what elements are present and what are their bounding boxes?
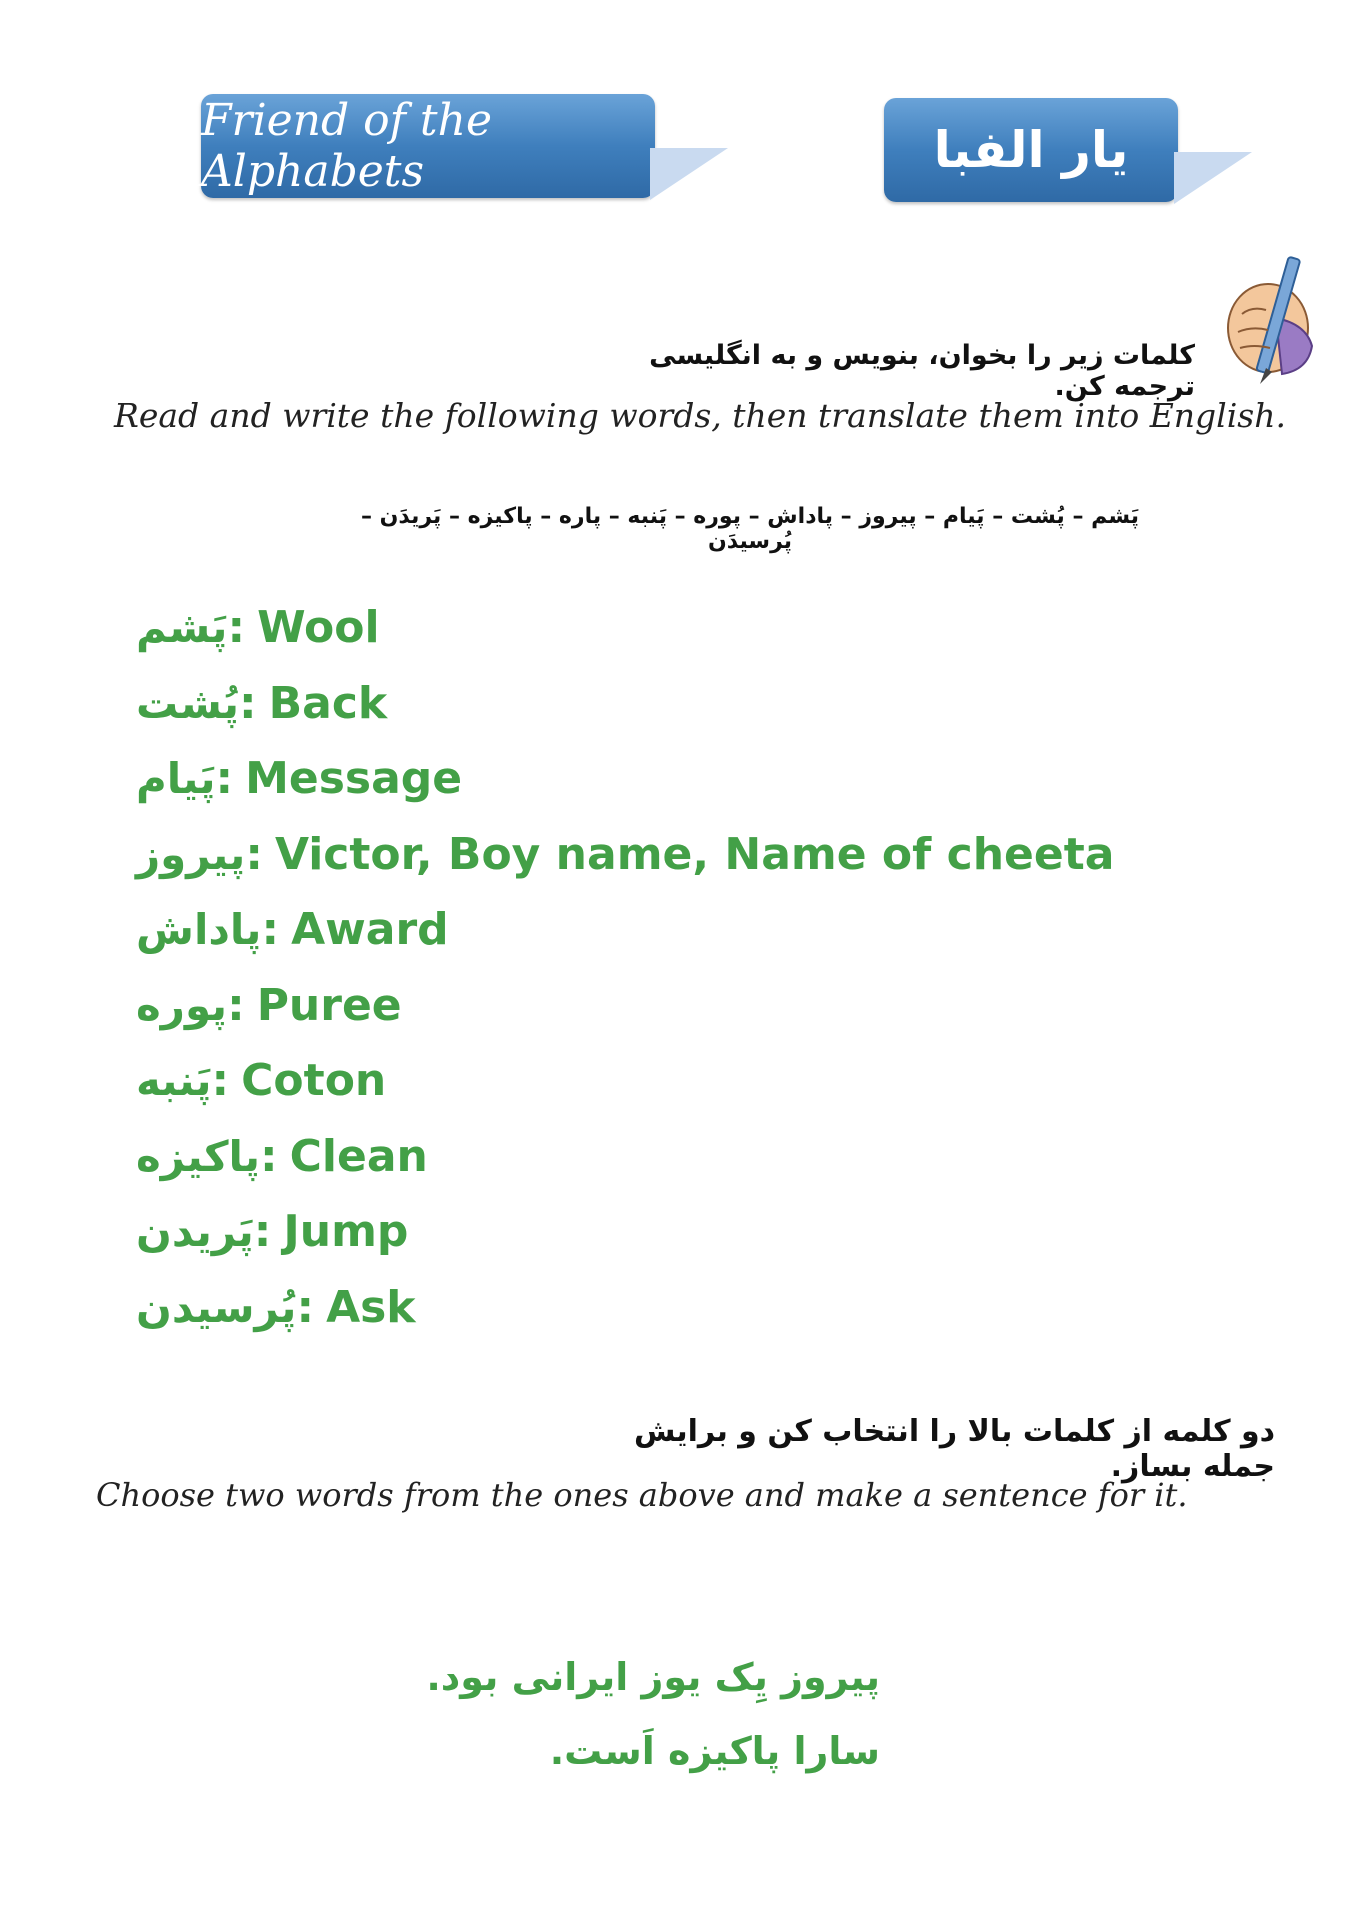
answer-fa: پوره <box>136 980 228 1030</box>
answer-row: پَشم : Wool <box>136 602 380 654</box>
answer-row: پیروز : Victor, Boy name, Name of cheeta <box>136 828 1115 880</box>
sentence-1: پیروز یِک یوز ایرانی بود. <box>426 1655 880 1699</box>
answer-fa: پَریدن <box>136 1207 254 1257</box>
answer-fa: پَنبه <box>136 1056 212 1106</box>
exercise2-instruction-en: Choose two words from the ones above and make a sentence for it. <box>96 1476 1188 1514</box>
banner-ribbon-tail-fa <box>1174 150 1254 206</box>
answer-en: Ask <box>326 1281 416 1333</box>
title-fa: یار الفبا <box>933 121 1129 179</box>
answer-fa: پیروز <box>136 829 246 879</box>
answer-list <box>136 590 1114 1345</box>
answer-en: Wool <box>257 602 380 654</box>
answer-fa: پاداش <box>136 905 262 955</box>
answer-fa: پُرسیدن <box>136 1282 297 1332</box>
answer-row: پاکیزه : Clean <box>136 1130 428 1182</box>
sentence-block <box>380 1640 880 1788</box>
word-list: پَشم – پُشت – پَیام – پیروز – پاداش – پوره – پَنبه – پاره – پاکیزه – پَریدَن – پُرسیدَن <box>360 504 1140 554</box>
answer-en: Clean <box>289 1130 428 1182</box>
banner-ribbon-tail-en <box>650 146 730 202</box>
answer-row: پَریدن : Jump <box>136 1206 409 1258</box>
answer-en: Jump <box>283 1206 409 1258</box>
title-banner-fa <box>884 98 1178 202</box>
answer-fa: پاکیزه <box>136 1131 261 1181</box>
answer-fa: پُشت <box>136 678 239 728</box>
answer-fa: پَیام <box>136 754 216 804</box>
answer-row: پُشت : Back <box>136 677 388 729</box>
answer-en: Victor, Boy name, Name of cheeta <box>274 828 1115 880</box>
exercise1-instruction-en: Read and write the following words, then translate them into English. <box>114 396 1286 435</box>
answer-row: پَنبه : Coton <box>136 1055 387 1107</box>
title-banner-en <box>201 94 655 198</box>
answer-en: Puree <box>256 979 402 1031</box>
answer-row: پاداش : Award <box>136 904 449 956</box>
answer-row: پَیام : Message <box>136 753 463 805</box>
answer-en: Coton <box>241 1055 387 1107</box>
answer-en: Message <box>245 753 463 805</box>
sentence-2: سارا پاکیزه اَست. <box>549 1729 880 1773</box>
title-en: Friend of the Alphabets <box>201 95 492 197</box>
answer-en: Award <box>291 904 449 956</box>
writing-hand-icon <box>1212 248 1322 398</box>
answer-fa: پَشم <box>136 603 228 653</box>
answer-row: پوره : Puree <box>136 979 402 1031</box>
answer-row: پُرسیدن : Ask <box>136 1281 416 1333</box>
exercise2-instruction-fa: دو کلمه از کلمات بالا را انتخاب کن و برایش جمله بساز. <box>633 1414 1275 1484</box>
answer-en: Back <box>268 677 388 729</box>
exercise1-instruction-fa: کلمات زیر را بخوان، بنویس و به انگلیسی ترجمه کن. <box>649 340 1195 402</box>
